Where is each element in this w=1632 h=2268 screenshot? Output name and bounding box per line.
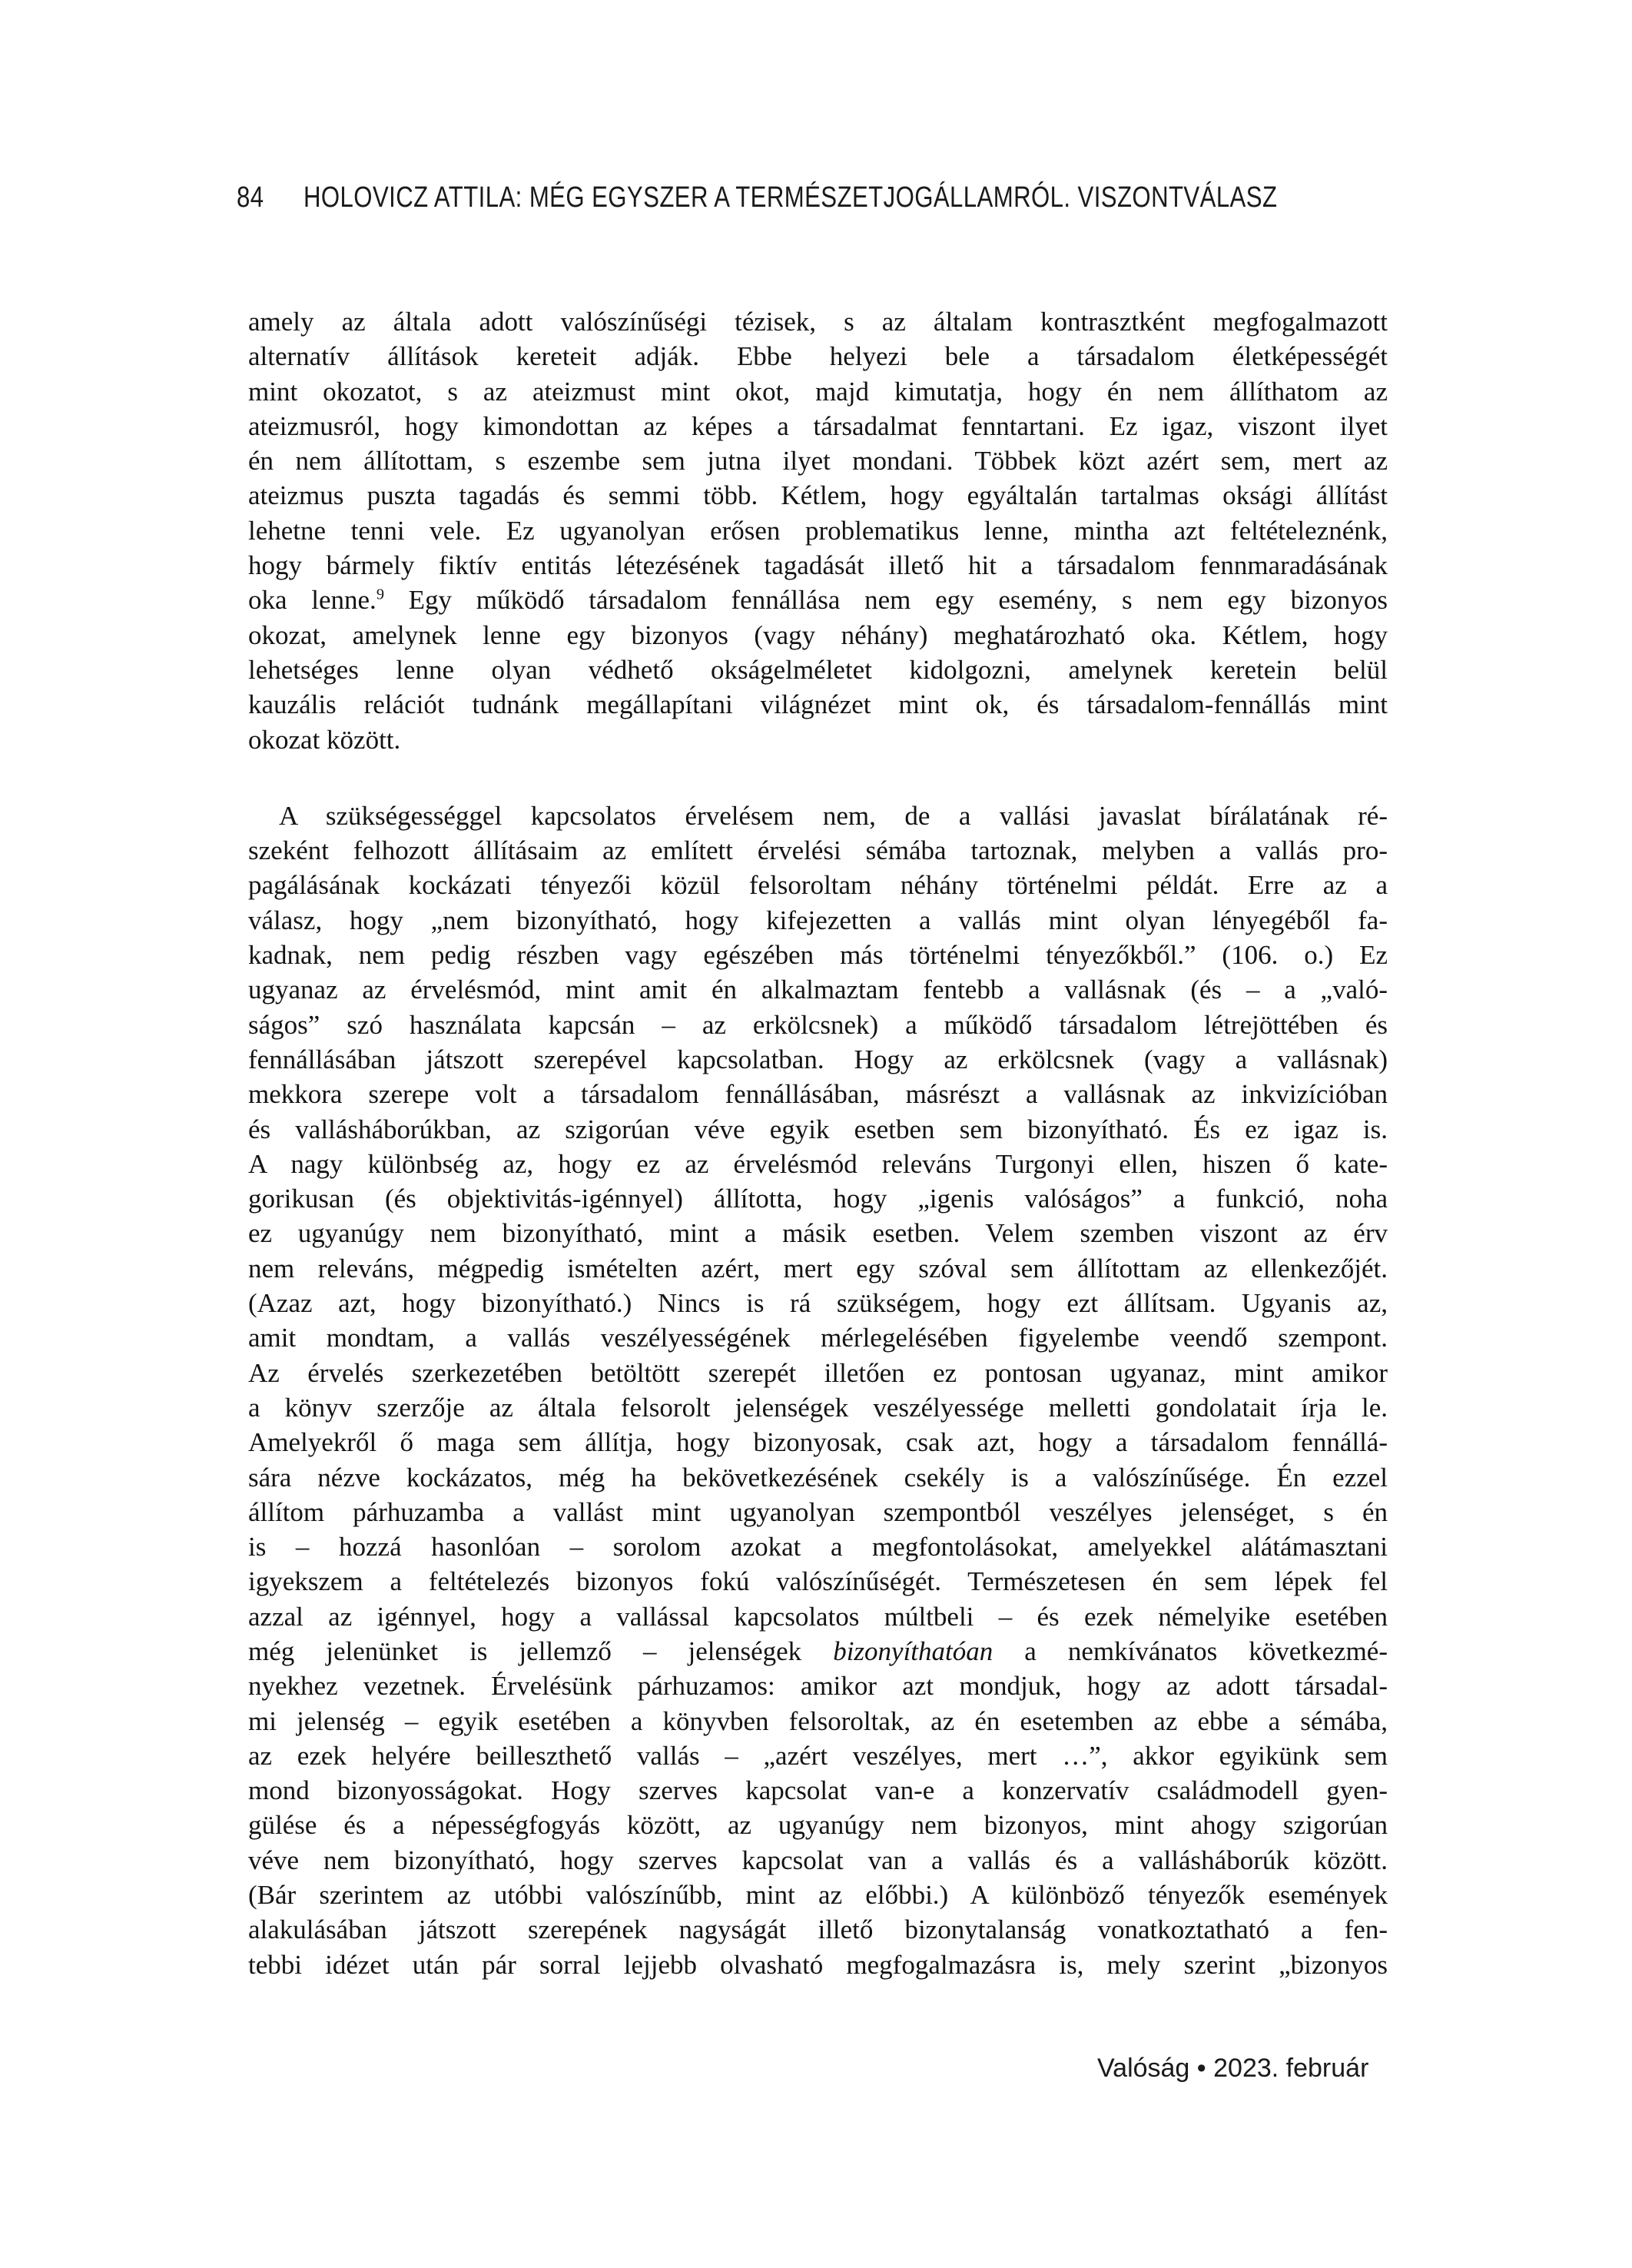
text-line [248, 1251, 1388, 1286]
text-line [248, 1564, 1388, 1599]
text-segment: lehetne tenni vele. Ez ugyanolyan erősen problematikus lenne, mintha azt feltételeznénk, [248, 515, 1388, 546]
text-line [248, 1425, 1388, 1459]
text-segment: oka lenne. [248, 585, 376, 616]
text-segment: és vallásháborúkban, az szigorúan véve egyik esetben sem bizonyítható. És ez igaz is. [248, 1114, 1388, 1144]
text-segment: állítom párhuzamba a vallást mint ugyanolyan szempontból veszélyes jelenséget, s én [248, 1496, 1388, 1527]
text-line [248, 1147, 1388, 1181]
text-segment: ez ugyanúgy nem bizonyítható, mint a másik esetben. Velem szemben viszont az érv [248, 1218, 1388, 1249]
text-line [248, 618, 1388, 653]
text-line [248, 799, 1388, 833]
text-segment: okozat között. [248, 724, 401, 755]
text-segment: gorikusan (és objektivitás-igénnyel) állította, hogy „igenis valóságos” a funkció, noha [248, 1184, 1388, 1214]
text-line [248, 1843, 1388, 1878]
paragraph [248, 304, 1388, 757]
text-segment: amely az általa adott valószínűségi tézisek, s az általam kontrasztként megfogalmazott [248, 307, 1388, 337]
text-line [248, 1878, 1388, 1912]
text-line [248, 1460, 1388, 1495]
footnote-ref: 9 [376, 586, 384, 603]
text-line [248, 1738, 1388, 1773]
text-segment: kadnak, nem pedig részben vagy egészében más történelmi tényezőkből.” (106. o.) Ez [248, 940, 1388, 971]
text-line [248, 1008, 1388, 1042]
text-line [248, 1704, 1388, 1738]
text-segment: mond bizonyosságokat. Hogy szerves kapcsolat van-e a konzervatív családmodell gyen- [248, 1775, 1388, 1806]
italic-term: bizonyíthatóan [833, 1635, 993, 1666]
text-line [248, 374, 1388, 409]
text-segment: gülése és a népességfogyás között, az ugyanúgy nem bizonyos, mint ahogy szigorúan [248, 1810, 1388, 1841]
text-segment: A nagy különbség az, hogy ez az érvelésmód releváns Turgonyi ellen, hiszen ő kate- [248, 1148, 1388, 1179]
text-line [248, 1320, 1388, 1355]
text-line [248, 833, 1388, 868]
text-segment: mi jelenség – egyik esetében a könyvben felsoroltak, az én esetemben az ebbe a sémába, [248, 1705, 1388, 1736]
text-line [248, 687, 1388, 722]
text-line [248, 1529, 1388, 1564]
text-line [248, 1077, 1388, 1111]
text-line [248, 653, 1388, 687]
text-segment: ateizmus puszta tagadás és semmi több. Kétlem, hogy egyáltalán tartalmas oksági állítást [248, 480, 1388, 511]
text-line [248, 1634, 1388, 1669]
text-segment: nyekhez vezetnek. Érvelésünk párhuzamos: amikor azt mondjuk, hogy az adott társadal- [248, 1671, 1388, 1702]
text-line [248, 722, 1388, 757]
text-line [248, 409, 1388, 443]
text-line [248, 972, 1388, 1007]
text-segment: ugyanaz az érvelésmód, mint amit én alkalmaztam fentebb a vallásnak (és – a „való- [248, 975, 1388, 1005]
text-line [248, 1773, 1388, 1808]
text-line [248, 304, 1388, 339]
text-segment: mint okozatot, s az ateizmust mint okot, majd kimutatja, hogy én nem állíthatom az [248, 376, 1388, 407]
page-number: 84 [237, 181, 264, 214]
text-line [248, 1356, 1388, 1390]
text-segment: Amelyekről ő maga sem állítja, hogy bizonyosak, csak azt, hogy a társadalom fennállá- [248, 1427, 1388, 1458]
text-line [248, 443, 1388, 478]
text-line [248, 1599, 1388, 1634]
running-title: HOLOVICZ ATTILA: MÉG EGYSZER A TERMÉSZETJOGÁLLAMRÓL. VISZONTVÁLASZ [304, 181, 1278, 214]
text-line [248, 1286, 1388, 1320]
text-line [248, 548, 1388, 583]
text-segment: hogy bármely fiktív entitás létezésének tagadását illető hit a társadalom fennmaradásának [248, 550, 1388, 581]
text-segment: én nem állítottam, s eszembe sem jutna ilyet mondani. Többek közt azért sem, mert az [248, 446, 1388, 477]
text-line [248, 903, 1388, 938]
text-segment: válasz, hogy „nem bizonyítható, hogy kifejezetten a vallás mint olyan lényegéből fa- [248, 905, 1388, 935]
text-segment: nem releváns, mégpedig ismételten azért, mert egy szóval sem állítottam az ellenkezőjét. [248, 1253, 1388, 1283]
text-segment: a könyv szerzője az általa felsorolt jelenségek veszélyessége melletti gondolatait írja le. [248, 1392, 1388, 1423]
text-segment: (Azaz azt, hogy bizonyítható.) Nincs is rá szükségem, hogy ezt állítsam. Ugyanis az, [248, 1288, 1388, 1319]
text-segment: alternatív állítások kereteit adják. Ebbe helyezi bele a társadalom életképességét [248, 341, 1388, 372]
text-segment: tebbi idézet után pár sorral lejjebb olvasható megfogalmazásra is, mely szerint „bizonyos [248, 1949, 1388, 1980]
text-line [248, 1669, 1388, 1703]
text-segment: kauzális relációt tudnánk megállapítani világnézet mint ok, és társadalom-fennállás mint [248, 689, 1388, 720]
text-segment: (Bár szerintem az utóbbi valószínűbb, mint az előbbi.) A különböző tényezők események [248, 1880, 1388, 1911]
text-segment: sára nézve kockázatos, még ha bekövetkezésének csekély is a valószínűsége. Én ezzel [248, 1462, 1388, 1493]
text-segment: A szükségességgel kapcsolatos érvelésem nem, de a vallási javaslat bírálatának ré- [279, 800, 1388, 831]
text-line [248, 938, 1388, 972]
text-line [248, 868, 1388, 902]
text-line [248, 513, 1388, 548]
text-line [248, 1112, 1388, 1147]
text-segment: fennállásában játszott szerepével kapcsolatban. Hogy az erkölcsnek (vagy a vallásnak) [248, 1044, 1388, 1074]
text-line [248, 478, 1388, 513]
text-segment: pagálásának kockázati tényezői közül felsoroltam néhány történelmi példát. Erre az a [248, 870, 1388, 901]
text-segment: azzal az igénnyel, hogy a vallással kapcsolatos múltbeli – és ezek némelyike esetében [248, 1601, 1388, 1632]
paragraph [248, 799, 1388, 1982]
text-segment: igyekszem a feltételezés bizonyos fokú valószínűségét. Természetesen én sem lépek fel [248, 1566, 1388, 1597]
text-segment: ságos” szó használata kapcsán – az erkölcsnek) a működő társadalom létrejöttében és [248, 1009, 1388, 1040]
text-segment: amit mondtam, a vallás veszélyességének mérlegelésében figyelembe veendő szempont. [248, 1323, 1388, 1353]
text-line [248, 1912, 1388, 1947]
text-line [248, 1390, 1388, 1425]
journal-footer: Valóság • 2023. február [1097, 2054, 1369, 2083]
text-segment: az ezek helyére beilleszthető vallás – „azért veszélyes, mert …”, akkor egyikünk sem [248, 1740, 1388, 1771]
text-segment: lehetséges lenne olyan védhető okságelméletet kidolgozni, amelynek keretein belül [248, 654, 1388, 685]
text-segment: Az érvelés szerkezetében betöltött szerepét illetően ez pontosan ugyanaz, mint amikor [248, 1357, 1388, 1388]
text-block [248, 304, 1388, 1982]
text-line [248, 1042, 1388, 1077]
text-line [248, 583, 1388, 617]
text-segment: ateizmusról, hogy kimondottan az képes a társadalmat fenntartani. Ez igaz, viszont ilyet [248, 410, 1388, 441]
text-segment: okozat, amelynek lenne egy bizonyos (vagy néhány) meghatározható oka. Kétlem, hogy [248, 619, 1388, 650]
text-line [248, 1948, 1388, 1982]
text-segment: is – hozzá hasonlóan – sorolom azokat a megfontolásokat, amelyekkel alátámasztani [248, 1532, 1388, 1562]
text-segment: alakulásában játszott szerepének nagyságát illető bizonytalanság vonatkoztatható a fen- [248, 1914, 1388, 1945]
text-segment: véve nem bizonyítható, hogy szerves kapcsolat van a vallás és a vallásháborúk között. [248, 1845, 1388, 1875]
text-segment: szeként felhozott állításaim az említett érvelési sémába tartoznak, melyben a vallás pro- [248, 835, 1388, 866]
text-line [248, 1808, 1388, 1842]
text-line [248, 339, 1388, 374]
text-segment: még jelenünket is jellemző – jelenségek [248, 1635, 834, 1666]
text-line [248, 1181, 1388, 1216]
text-segment: mekkora szerepe volt a társadalom fennállásában, másrészt a vallásnak az inkvizícióban [248, 1079, 1388, 1110]
text-line [248, 1216, 1388, 1250]
text-line [248, 1495, 1388, 1529]
text-segment: Egy működő társadalom fennállása nem egy esemény, s nem egy bizonyos [383, 585, 1388, 616]
text-segment: a nemkívánatos következmé- [993, 1635, 1388, 1666]
